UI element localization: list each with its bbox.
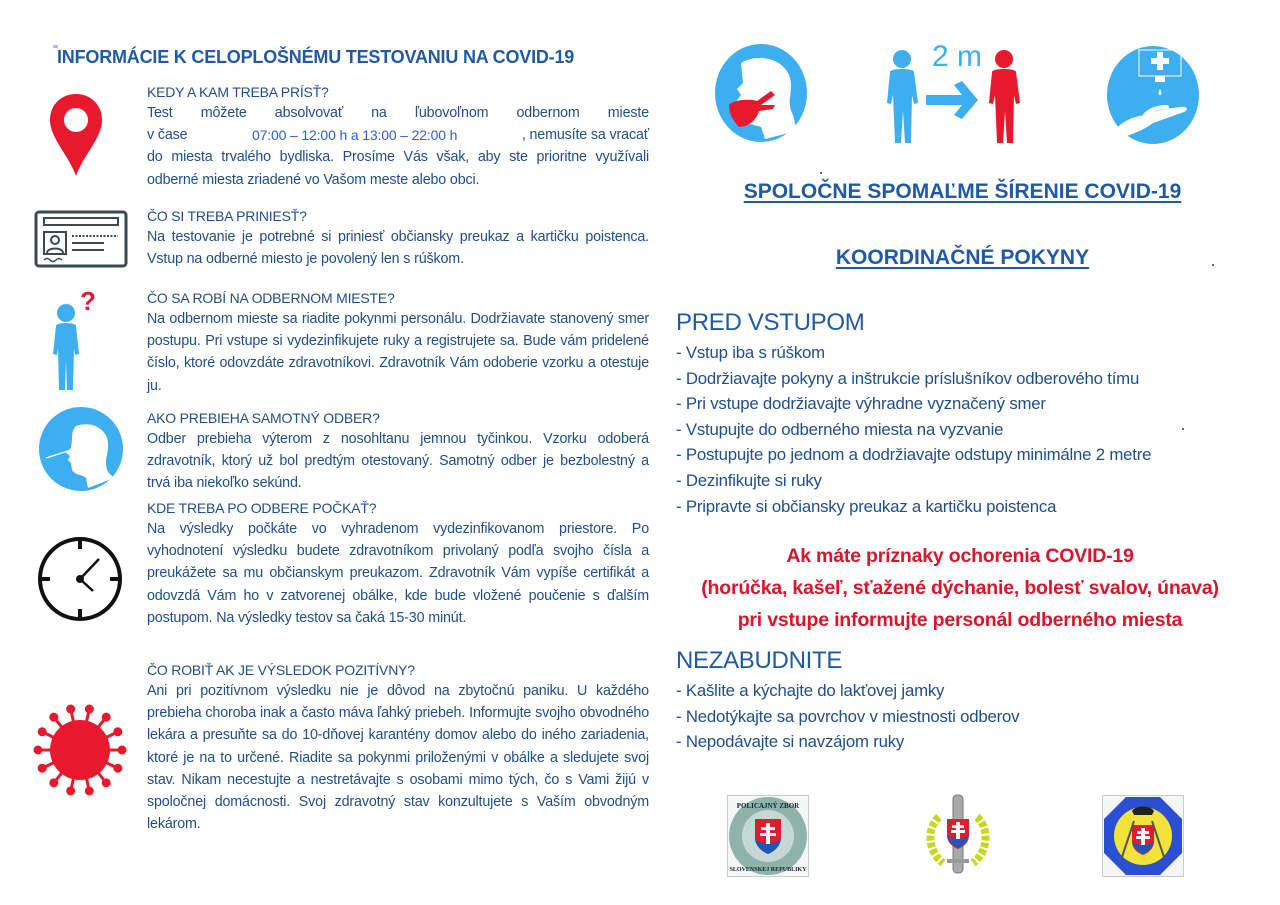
scan-dot <box>820 172 822 174</box>
section-body: Na testovanie je potrebné si priniesť občiansky preukaz a kartičku poistenca. Vstup na odberné miesto je povolený len s rúškom. <box>147 229 649 268</box>
list-item: - Vstup iba s rúškom <box>676 343 825 362</box>
distance-label: 2 m <box>932 40 983 73</box>
section-body: Na výsledky počkáte vo vyhradenom vydezinfikovanom priestore. Po vyhodnotení výsledku budete zdravotníkom privolaný podľa svojho čísla a preukážete sa mu občianskym preukazom. Zdravotník Vám vypíše certifikát a odovzdá Vám ho v zatvorenej obálke, kde bude vložené poučenie s ďalším postupom. Na výsledky testov sa čaká 15-30 minút. <box>147 521 649 626</box>
svg-text:?: ? <box>80 288 96 316</box>
section-heading: ČO SA ROBÍ NA ODBERNOM MIESTE? <box>147 290 395 306</box>
army-emblem-logo <box>925 793 991 875</box>
section-what-to-bring <box>147 206 649 270</box>
section-heading: KEDY A KAM TREBA PRÍSŤ? <box>147 84 329 100</box>
before-entry-list <box>676 340 1151 519</box>
virus-spike-tip <box>113 727 122 736</box>
section-heading: KDE TREBA PO ODBERE POČKAŤ? <box>147 500 377 516</box>
body-line <box>147 124 649 146</box>
virus-spike-tip <box>38 764 47 773</box>
list-item: - Nedotýkajte sa povrchov v miestnosti odberov <box>676 706 1020 726</box>
section-heading: ČO ROBIŤ AK JE VÝSLEDOK POZITÍVNY? <box>147 662 415 678</box>
virus-spike-tip <box>85 705 94 714</box>
body-line: do miesta trvalého bydliska. Prosíme Vás však, aby ste prioritne využívali odberné miesta zriadené vo Vašom meste alebo obci. <box>147 149 649 188</box>
section-body: Ani pri pozitívnom výsledku nie je dôvod na zbytočnú paniku. U každého prebieha choroba inak a často máva ľahký priebeh. Informujte svojho obvodného lekára a presuňte sa do 10-dňovej karantény domov alebo do iného zariadenia, ktoré je na to určené. Riadite sa pokynmi priloženými v obálke a sledujete svoj stav. Nikam necestujte a nestretávajte s osobami mimo tých, čo s Vami žijú v spoločnej domácnosti. Svoj zdravotný stav konzultujete s Vaším obvodným lekárom. <box>147 683 649 833</box>
section-when-where <box>147 82 649 191</box>
virus-spike-tip <box>38 727 47 736</box>
list-item: - Kašlite a kýchajte do lakťovej jamky <box>676 681 945 700</box>
id-card-icon <box>34 210 128 268</box>
warning-line: pri vstupe informujte personál odberného miesta <box>737 609 1183 631</box>
section-body: Odber prebieha výterom z nosohltanu jemnou tyčinkou. Vzorku odoberá zdravotník, ktorý už bol predtým otestovaný. Samotný odber je bezbolestný a trvá iba niekoľko sekúnd. <box>147 431 649 492</box>
virus-icon <box>30 700 130 800</box>
section-body: Na odbernom mieste sa riadite pokynmi personálu. Dodržiavate stanovený smer postupu. Pri vstupe si vydezinfikujete ruky a registrujete sa. Bude vám pridelené číslo, ktoré odovzdáte zdravotníkovi. Zdravotník Vám odoberie vzorku a otestuje ju. <box>147 311 649 394</box>
hand-sanitizer-icon <box>1105 45 1201 145</box>
virus-spike-tip <box>118 746 127 755</box>
nasal-swab-icon <box>38 406 124 492</box>
warning-line: Ak máte príznaky ochorenia COVID-19 <box>786 545 1134 567</box>
police-emblem-logo <box>727 795 809 877</box>
list-item: - Nepodávajte si navzájom ruky <box>676 732 905 752</box>
section-heading: ČO SI TREBA PRINIESŤ? <box>147 208 307 224</box>
list-item: - Vstupujte do odberného miesta na vyzvanie <box>676 419 1004 439</box>
page-title: INFORMÁCIE K CELOPLOŠNÉMU TESTOVANIU NA COVID-19 <box>57 47 575 67</box>
svg-text:SLOVENSKEJ REPUBLIKY: SLOVENSKEJ REPUBLIKY <box>729 867 807 873</box>
symptoms-warning <box>660 540 1260 636</box>
text: v čase <box>147 127 188 144</box>
virus-spike-tip <box>102 713 111 722</box>
virus-spike-tip <box>113 764 122 773</box>
remember-list <box>676 678 1019 755</box>
section-body <box>147 102 649 191</box>
face-mask-icon <box>713 43 809 143</box>
section-positive-result <box>147 660 649 835</box>
virus-spike-tip <box>66 705 75 714</box>
testing-hours: 07:00 – 12:00 h a 13:00 – 22:00 h <box>252 127 458 144</box>
virus-spike-tip <box>34 746 43 755</box>
section-at-site <box>147 288 649 397</box>
warning-line: (horúčka, kašeľ, sťažené dýchanie, bolesť svalov, únava) <box>701 577 1219 599</box>
scan-dot <box>1182 428 1184 430</box>
list-item: - Dezinfikujte si ruky <box>676 470 822 490</box>
slogan-heading: SPOLOČNE SPOMAĽME ŠÍRENIE COVID-19 <box>743 180 1182 203</box>
list-item: - Postupujte po jednom a dodržiavajte odstupy minimálne 2 metre <box>676 445 1152 465</box>
before-entry-title: PRED VSTUPOM <box>676 309 865 336</box>
virus-spike-tip <box>66 786 75 795</box>
fire-rescue-emblem-logo <box>1102 795 1184 877</box>
svg-text:POLICAJNÝ ZBOR: POLICAJNÝ ZBOR <box>736 802 800 810</box>
section-sampling <box>147 408 649 495</box>
virus-spike-tip <box>49 778 58 787</box>
list-item: - Pri vstupe dodržiavajte výhradne vyznačený smer <box>676 394 1046 414</box>
remember-title: NEZABUDNITE <box>676 647 843 674</box>
virus-spike-tip <box>102 778 111 787</box>
list-item: - Dodržiavajte pokyny a inštrukcie príslušníkov odberového tímu <box>676 368 1140 388</box>
coordination-heading: KOORDINAČNÉ POKYNY <box>835 246 1090 269</box>
section-heading: AKO PREBIEHA SAMOTNÝ ODBER? <box>147 410 380 426</box>
virus-spike-tip <box>85 786 94 795</box>
list-item: - Pripravte si občiansky preukaz a kartičku poistenca <box>676 496 1057 516</box>
virus-spike-tip <box>49 713 58 722</box>
location-pin-icon <box>48 92 104 178</box>
text: , nemusíte sa vracať <box>521 127 649 144</box>
section-waiting <box>147 498 649 629</box>
clock-icon <box>36 535 124 623</box>
person-question-icon <box>52 288 108 392</box>
body-line: Test môžete absolvovať na ľubovoľnom odbernom mieste <box>147 105 649 121</box>
